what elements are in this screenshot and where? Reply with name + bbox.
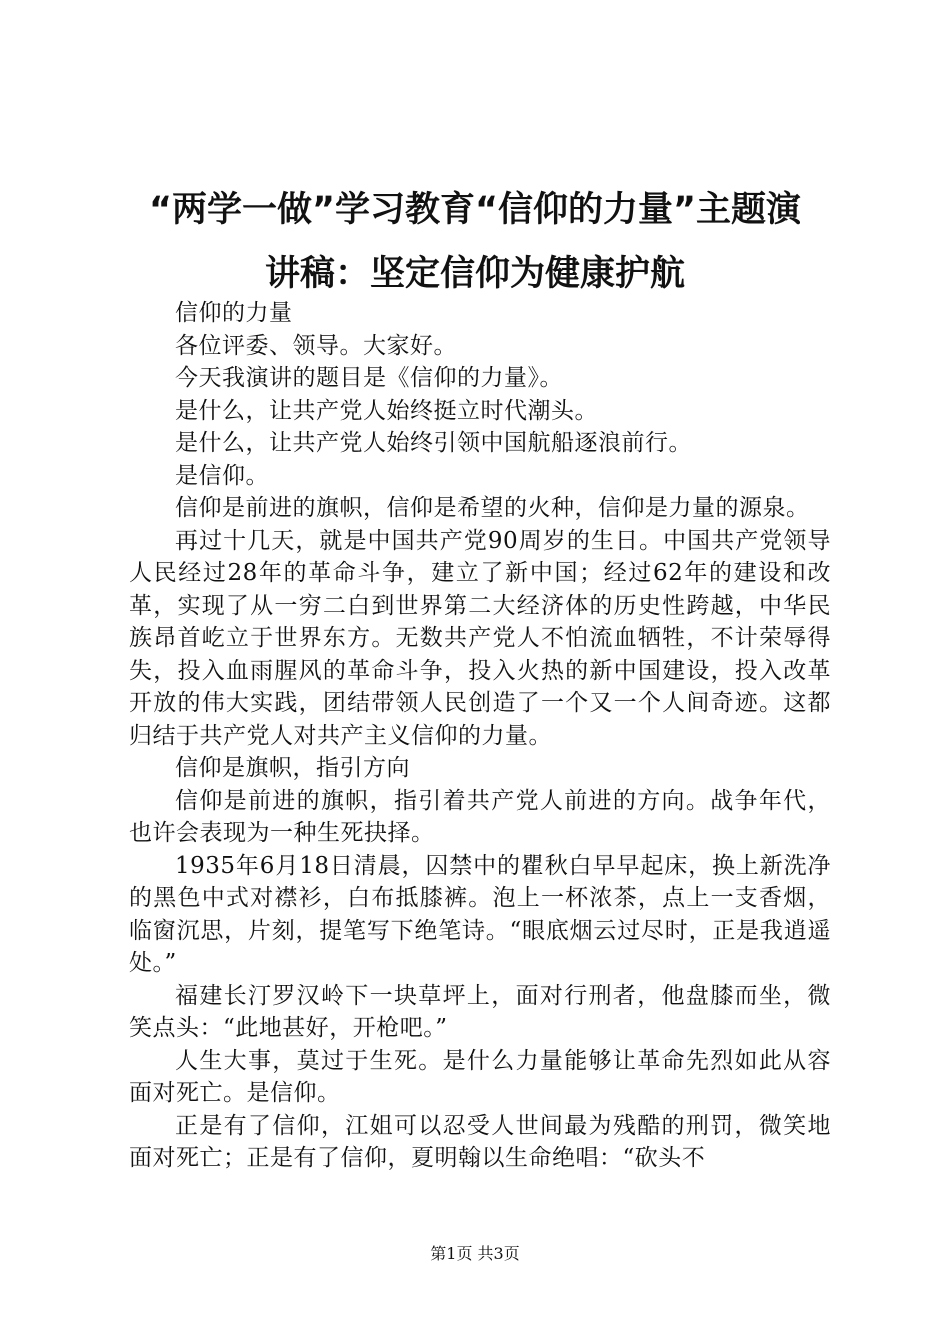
title-line-2: 讲稿：坚定信仰为健康护航 — [264, 254, 685, 294]
page-footer: 第1页 共3页 — [430, 1244, 520, 1263]
paragraph-flag-direction: 信仰是前进的旗帜，指引着共产党人前进的方向。战争年代，也许会表现为一种生死抉择。 — [129, 787, 831, 846]
paragraph-greeting: 各位评委、领导。大家好。 — [175, 332, 457, 359]
paragraph-topic: 今天我演讲的题目是《信仰的力量》。 — [175, 365, 563, 391]
document-body — [129, 297, 831, 1175]
paragraph-life-death: 人生大事，莫过于生死。是什么力量能够让革命先烈如此从容面对死亡。是信仰。 — [129, 1047, 831, 1106]
paragraph-party-history: 再过十几天，就是中国共产党90周岁的生日。中国共产党领导人民经过28年的革命斗争，建立了新中国；经过62年的建设和改革，实现了从一穷二白到世界第二大经济体的历史性跨越，中华民族昂首屹立于世界东方。无数共产党人不怕流血牺牲，不计荣辱得失，投入血雨腥风的革命斗争，投入火热的新中国建设，投入改革开放的伟大实践，团结带领人民创造了一个又一个人间奇迹。这都归结于共产党人对共产主义信仰的力量。 — [129, 527, 831, 749]
paragraph-martyrs: 正是有了信仰，江姐可以忍受人世间最为残酷的刑罚，微笑地面对死亡；正是有了信仰，夏明翰以生命绝唱：“砍头不 — [129, 1112, 831, 1171]
paragraph-execution: 福建长汀罗汉岭下一块草坪上，面对行刑者，他盘膝而坐，微笑点头：“此地甚好，开枪吧。” — [129, 982, 831, 1041]
paragraph-question-1: 是什么，让共产党人始终挺立时代潮头。 — [175, 397, 598, 424]
paragraph-subheading-flag: 信仰是旗帜，指引方向 — [175, 755, 410, 781]
paragraph-answer: 是信仰。 — [175, 462, 269, 489]
document-title — [100, 178, 850, 306]
paragraph-question-2: 是什么，让共产党人始终引领中国航船逐浪前行。 — [175, 430, 692, 456]
paragraph-qu-qiubai: 1935年6月18日清晨，囚禁中的瞿秋白早早起床，换上新洗净的黑色中式对襟衫，白布抵膝裤。泡上一杯浓茶，点上一支香烟，临窗沉思，片刻，提笔写下绝笔诗。“眼底烟云过尽时，正是我逍遥处。” — [129, 852, 831, 976]
title-line-1: “两学一做”学习教育“信仰的力量”主题演 — [148, 190, 801, 230]
paragraph-faith-definition: 信仰是前进的旗帜，信仰是希望的火种，信仰是力量的源泉。 — [175, 495, 810, 521]
paragraph-heading-power-of-faith: 信仰的力量 — [175, 300, 293, 326]
